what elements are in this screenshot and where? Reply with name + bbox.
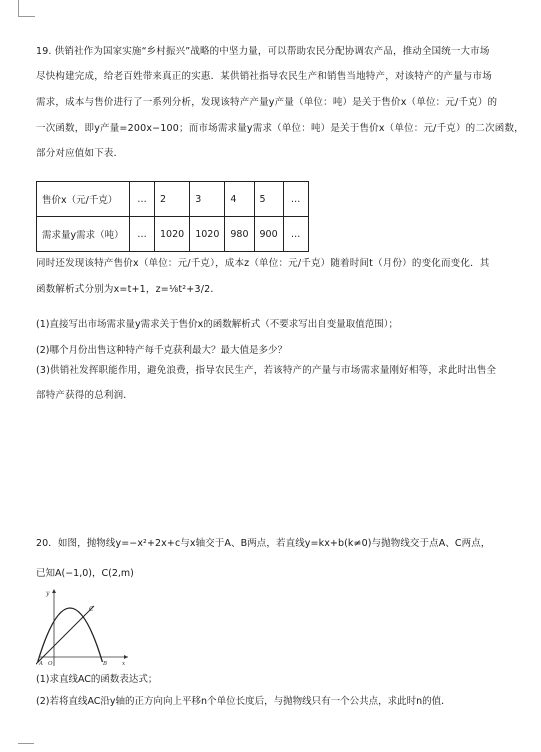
q20-sub-2: (2)若将直线AC沿y轴的正方向向上平移n个单位长度后，与抛物线只有一个公共点，求此时n的值． [36,696,451,707]
table-cell-price: 3 [190,182,225,217]
parabola-figure [36,586,132,672]
q20-sub-1: (1)求直线AC的函数表达式； [36,674,158,685]
table-cell-ellipsis: … [283,182,308,217]
label-x: x [122,661,126,667]
q19-sub-3 [36,364,530,403]
q19-sub-3-line-2: 部特产获得的总利润． [36,390,134,401]
q19-value-table [36,181,309,252]
q19-line-1: 供销社作为国家实施“乡村振兴”战略的中坚力量，可以帮助农民分配协调农产品，推动全国统一大市场 [54,46,490,57]
table-cell-demand: 980 [225,217,254,252]
table-cell-ellipsis: … [130,182,155,217]
table-row-demand [37,217,309,252]
table-header-demand: 需求量y需求（吨） [37,217,130,252]
q19-sub-2: (2)哪个月份出售这种特产每千克获利最大？最大值是多少？ [36,345,287,356]
crop-mark-top [18,0,35,17]
table-cell-demand: 900 [254,217,283,252]
q20-line-1: 20．如图，抛物线y=−x²+2x+c与x轴交于A、B两点，若直线y=kx+b(k≠0)与抛物线交于点A、C两点， [36,538,491,549]
label-c: C [89,606,94,613]
y-axis-arrow [52,589,56,593]
label-a: A [39,661,43,667]
q19-line-4: 一次函数，即y产量=200x−100；而市场需求量y需求（单位：吨）是关于售价x（单位：元/千克）的二次函数， [36,123,524,134]
q19-stem [36,45,530,161]
x-axis-arrow [124,655,128,659]
label-b: B [103,661,108,667]
table-cell-ellipsis: … [130,217,155,252]
parabola-graph [36,586,132,668]
table-cell-price: 2 [155,182,190,217]
q19-after-line-2: 函数解析式分别为x=t+1，z=⅛t²+3/2． [36,284,221,295]
label-o: O [48,661,53,667]
q19-line-2: 尽快构建完成，给老百姓带来真正的实惠．某供销社指导农民生产和销售当地特产，对该特产的产量与市场 [36,71,492,82]
table-row-price [37,182,309,217]
table-cell-price: 4 [225,182,254,217]
q19-sub-3-line-1: (3)供销社发挥职能作用，避免浪费，指导农民生产，若该特产的产量与市场需求量刚好相等，求此时出售全 [36,365,497,376]
table-cell-demand: 1020 [190,217,225,252]
q19-after-line-1: 同时还发现该特产售价x（单位：元/千克），成本z（单位：元/千克）随着时间t（月份）的变化而变化．其 [36,258,490,269]
q19-sub-1: (1)直接写出市场需求量y需求关于售价x的函数解析式（不要求写出自变量取值范围）； [36,319,398,330]
label-y: y [46,590,50,597]
table-cell-demand: 1020 [155,217,190,252]
q19-line-5: 部分对应值如下表． [36,148,124,159]
parabola-curve [38,608,103,662]
table-cell-ellipsis: … [283,217,308,252]
table-header-price: 售价x（元/千克） [37,182,130,217]
q19-number: 19. [36,46,52,57]
table-cell-price: 5 [254,182,283,217]
q19-line-3: 需求，成本与售价进行了一系列分析，发现该特产产量y产量（单位：吨）是关于售价x（单位：元/千克）的 [36,97,498,108]
crop-mark-bottom [18,743,34,752]
q20-line-2: 已知A(−1,0)，C(2,m) [36,568,134,579]
q19-after-table [36,257,530,297]
